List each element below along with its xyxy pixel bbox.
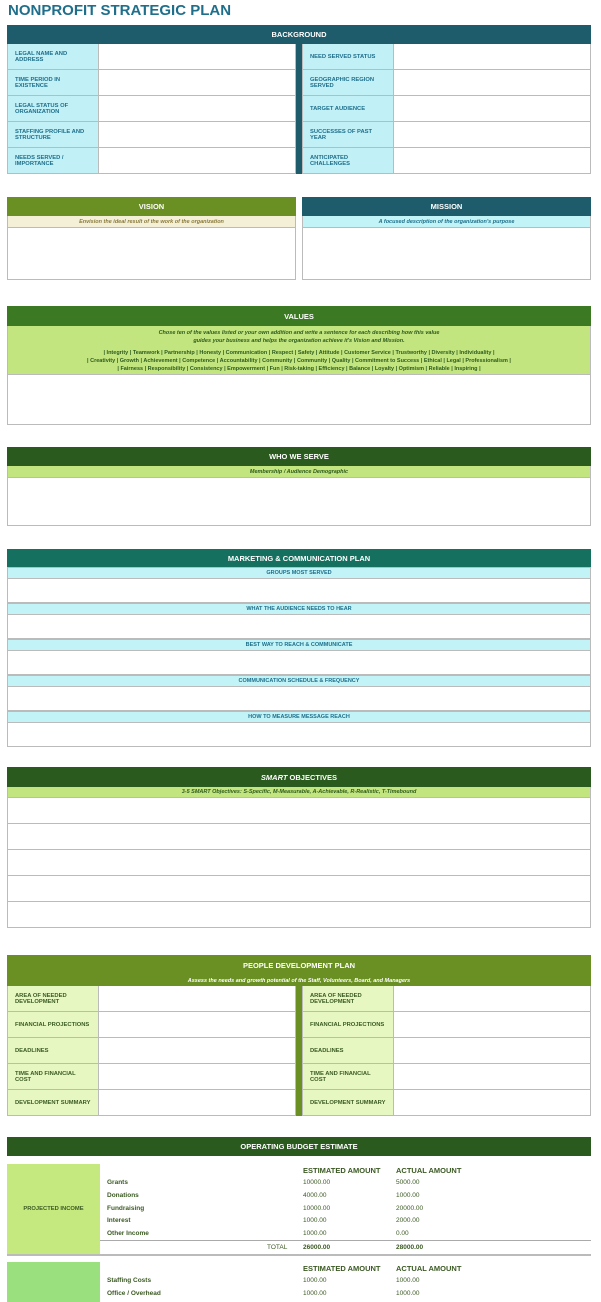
- form-row: [7, 1038, 296, 1064]
- field-label: NEEDS SERVED / IMPORTANCE: [7, 148, 99, 173]
- field-label: TIME PERIOD IN EXISTENCE: [7, 70, 99, 95]
- vision-section: [7, 197, 296, 280]
- income-label: PROJECTED INCOME: [7, 1164, 100, 1254]
- values-input[interactable]: [7, 375, 591, 425]
- form-row: [7, 44, 296, 70]
- actual-value[interactable]: 5000.00: [396, 1179, 420, 1186]
- estimated-value[interactable]: 10000.00: [303, 1204, 331, 1212]
- subsection-input[interactable]: [7, 651, 591, 675]
- actual-value[interactable]: 1000.00: [396, 1191, 420, 1199]
- who-we-serve-section: [7, 447, 591, 526]
- field-input[interactable]: [394, 96, 591, 121]
- field-label: DEADLINES: [7, 1038, 99, 1063]
- field-input[interactable]: [394, 70, 591, 95]
- header-emphasis: SMART: [260, 772, 288, 782]
- field-input[interactable]: [394, 1064, 591, 1089]
- form-row: [302, 148, 591, 174]
- field-input[interactable]: [99, 122, 296, 147]
- form-row: [7, 148, 296, 174]
- budget-section: [7, 1137, 591, 1156]
- subsection-input[interactable]: [7, 687, 591, 711]
- field-label: DEVELOPMENT SUMMARY: [7, 1090, 99, 1115]
- field-input[interactable]: [99, 1090, 296, 1115]
- field-input[interactable]: [394, 986, 591, 1011]
- objective-input[interactable]: [7, 902, 591, 928]
- field-label: FINANCIAL PROJECTIONS: [7, 1012, 99, 1037]
- values-line: | Creativity | Growth | Achievement | Competence | Accountability | Community | Community | Quality | Commitment to Success | Ethical | Legal | Professionalism |: [87, 358, 511, 364]
- line-item-label: Fundraising: [107, 1204, 145, 1212]
- section-subheader: Membership / Audience Demographic: [7, 466, 591, 478]
- income-block: [7, 1164, 591, 1256]
- estimated-amount-header: ESTIMATED AMOUNT: [303, 1166, 381, 1175]
- actual-value[interactable]: 1000.00: [396, 1277, 420, 1284]
- section-header: BACKGROUND: [7, 25, 591, 44]
- form-row: [302, 1038, 591, 1064]
- field-input[interactable]: [394, 122, 591, 147]
- vision-input[interactable]: [7, 228, 296, 280]
- total-estimated: 26000.00: [303, 1244, 331, 1251]
- subsection-input[interactable]: [7, 579, 591, 603]
- actual-value[interactable]: 0.00: [396, 1230, 409, 1238]
- form-row: [7, 1064, 296, 1090]
- field-input[interactable]: [99, 986, 296, 1011]
- objective-input[interactable]: [7, 876, 591, 902]
- field-label: DEVELOPMENT SUMMARY: [302, 1090, 394, 1115]
- who-we-serve-input[interactable]: [7, 478, 591, 526]
- section-header: VALUES: [7, 306, 591, 326]
- subsection-header: BEST WAY TO REACH & COMMUNICATE: [7, 639, 591, 651]
- subsection-input[interactable]: [7, 723, 591, 747]
- total-label: TOTAL: [267, 1244, 288, 1251]
- section-subheader: Envision the ideal result of the work of the organization: [7, 216, 296, 228]
- objective-input[interactable]: [7, 798, 591, 824]
- field-input[interactable]: [394, 148, 591, 173]
- section-header: VISION: [7, 197, 296, 216]
- section-header: [7, 767, 591, 787]
- line-item-label: Office / Overhead: [107, 1289, 161, 1297]
- form-row: [7, 986, 296, 1012]
- field-input[interactable]: [99, 1038, 296, 1063]
- field-label: TARGET AUDIENCE: [302, 96, 394, 121]
- expenses-block: [7, 1262, 591, 1302]
- section-header: PEOPLE DEVELOPMENT PLAN: [7, 955, 591, 975]
- actual-value[interactable]: 2000.00: [396, 1217, 420, 1225]
- values-line: | Fairness | Responsibility | Consistency | Empowerment | Fun | Risk-taking | Efficiency | Balance | Loyalty | Optimism | Reliable | Inspiring |: [117, 366, 481, 372]
- estimated-value[interactable]: 4000.00: [303, 1191, 327, 1199]
- field-input[interactable]: [99, 44, 296, 69]
- values-instructions: [7, 326, 591, 375]
- subsection-header: COMMUNICATION SCHEDULE & FREQUENCY: [7, 675, 591, 687]
- field-label: AREA OF NEEDED DEVELOPMENT: [302, 986, 394, 1011]
- field-label: DEADLINES: [302, 1038, 394, 1063]
- estimated-value[interactable]: 1000.00: [303, 1217, 327, 1225]
- form-row: [7, 122, 296, 148]
- header-text: OBJECTIVES: [287, 772, 338, 782]
- objective-input[interactable]: [7, 824, 591, 850]
- section-header: MISSION: [302, 197, 591, 216]
- line-item-label: Staffing Costs: [107, 1277, 152, 1284]
- estimated-value[interactable]: 10000.00: [303, 1179, 331, 1186]
- objective-input[interactable]: [7, 850, 591, 876]
- estimated-value[interactable]: 1000.00: [303, 1289, 327, 1297]
- estimated-value[interactable]: 1000.00: [303, 1230, 327, 1238]
- field-label: LEGAL STATUS OF ORGANIZATION: [7, 96, 99, 121]
- field-label: TIME AND FINANCIAL COST: [302, 1064, 394, 1089]
- subsection-header: WHAT THE AUDIENCE NEEDS TO HEAR: [7, 603, 591, 615]
- form-row: [302, 96, 591, 122]
- background-section: [7, 25, 591, 174]
- field-label: ANTICIPATED CHALLENGES: [302, 148, 394, 173]
- field-label: GEOGRAPHIC REGION SERVED: [302, 70, 394, 95]
- form-row: [302, 70, 591, 96]
- section-subheader: A focused description of the organization's purpose: [302, 216, 591, 228]
- estimated-value[interactable]: 1000.00: [303, 1277, 327, 1284]
- line-item-label: Other Income: [107, 1230, 149, 1238]
- values-list: [12, 349, 586, 373]
- field-input[interactable]: [99, 70, 296, 95]
- field-input[interactable]: [394, 1090, 591, 1115]
- marketing-section: [7, 549, 591, 747]
- line-item-label: Donations: [107, 1191, 139, 1199]
- form-row: [302, 1012, 591, 1038]
- section-header: WHO WE SERVE: [7, 447, 591, 466]
- form-row: [7, 1090, 296, 1116]
- section-header: OPERATING BUDGET ESTIMATE: [7, 1137, 591, 1156]
- actual-value[interactable]: 20000.00: [396, 1204, 424, 1212]
- estimated-amount-header: ESTIMATED AMOUNT: [303, 1264, 381, 1273]
- field-label: LEGAL NAME AND ADDRESS: [7, 44, 99, 69]
- field-input[interactable]: [99, 148, 296, 173]
- field-input[interactable]: [99, 1064, 296, 1089]
- form-row: [302, 44, 591, 70]
- field-label: FINANCIAL PROJECTIONS: [302, 1012, 394, 1037]
- form-row: [302, 1090, 591, 1116]
- smart-objectives-section: [7, 767, 591, 928]
- field-input[interactable]: [394, 1038, 591, 1063]
- field-label: NEED SERVED STATUS: [302, 44, 394, 69]
- form-row: [302, 1064, 591, 1090]
- field-label: STAFFING PROFILE AND STRUCTURE: [7, 122, 99, 147]
- mission-input[interactable]: [302, 228, 591, 280]
- form-row: [7, 70, 296, 96]
- values-line: | Integrity | Teamwork | Partnership | Honesty | Communication | Respect | Safety | Attitude | Customer Service | Trustworthy | Diversity | Individuality |: [103, 350, 495, 356]
- form-row: [7, 96, 296, 122]
- section-subheader: 3-5 SMART Objectives: S-Specific, M-Measurable, A-Achievable, R-Realistic, T-Timebound: [7, 787, 591, 798]
- section-header: MARKETING & COMMUNICATION PLAN: [7, 549, 591, 567]
- line-item-label: Interest: [107, 1217, 131, 1225]
- form-row: [302, 986, 591, 1012]
- field-input[interactable]: [99, 96, 296, 121]
- instruction-text: guides your business and helps the organization achieve it's Vision and Mission.: [193, 338, 405, 344]
- field-input[interactable]: [394, 44, 591, 69]
- field-label: SUCCESSES OF PAST YEAR: [302, 122, 394, 147]
- instruction-text: Chose ten of the values listed or your own addition and write a sentence for each describing how this value: [158, 330, 440, 336]
- total-actual: 28000.00: [396, 1244, 424, 1251]
- mission-section: [302, 197, 591, 280]
- form-row: [7, 1012, 296, 1038]
- field-input[interactable]: [99, 1012, 296, 1037]
- expenses-label: [7, 1262, 100, 1302]
- subsection-header: HOW TO MEASURE MESSAGE REACH: [7, 711, 591, 723]
- line-item-label: Grants: [107, 1179, 128, 1186]
- values-section: [7, 306, 591, 425]
- field-label: AREA OF NEEDED DEVELOPMENT: [7, 986, 99, 1011]
- actual-amount-header: ACTUAL AMOUNT: [396, 1264, 462, 1273]
- subsection-header: GROUPS MOST SERVED: [7, 567, 591, 579]
- actual-value[interactable]: 1000.00: [396, 1289, 420, 1297]
- field-input[interactable]: [394, 1012, 591, 1037]
- subsection-input[interactable]: [7, 615, 591, 639]
- page-title: NONPROFIT STRATEGIC PLAN: [8, 2, 232, 19]
- field-label: TIME AND FINANCIAL COST: [7, 1064, 99, 1089]
- form-row: [302, 122, 591, 148]
- people-development-section: [7, 955, 591, 1116]
- actual-amount-header: ACTUAL AMOUNT: [396, 1166, 462, 1175]
- section-subheader: Assess the needs and growth potential of the Staff, Volunteers, Board, and Managers: [7, 975, 591, 986]
